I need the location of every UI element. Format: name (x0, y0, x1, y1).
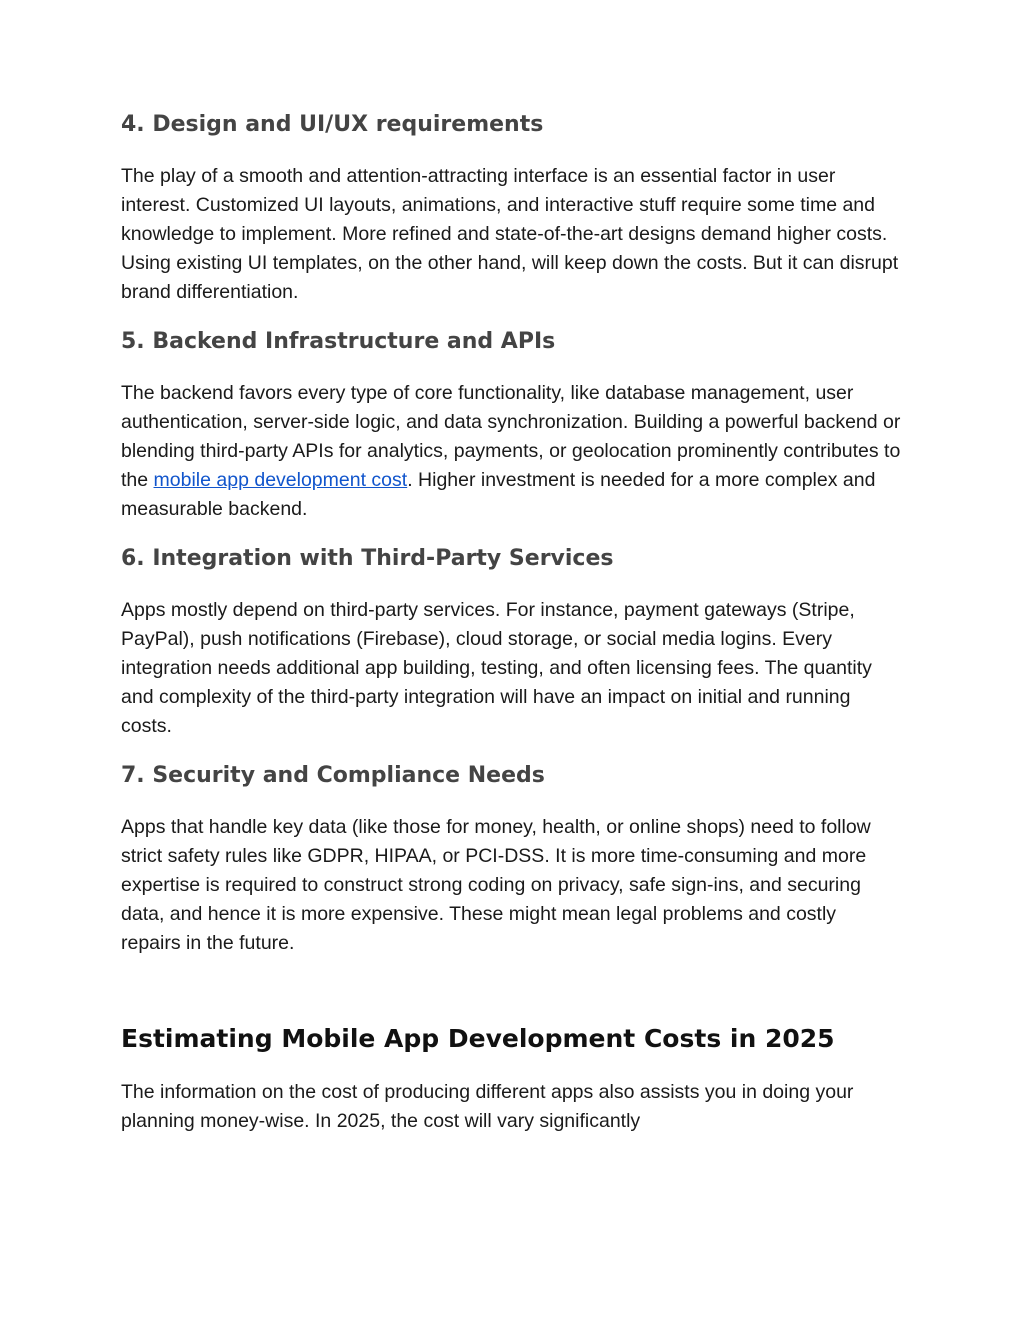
main-heading-estimating: Estimating Mobile App Development Costs in 2025 (121, 1024, 835, 1053)
section-heading-backend: 5. Backend Infrastructure and APIs (121, 329, 556, 354)
section-body-integration: Apps mostly depend on third-party services. For instance, payment gateways (Stripe, PayPal), push notifications (Firebase), cloud storage, or social media logins. Every integration needs additional app building, testing, and often licensing fees. The quantity and complexity of the third-party integration will have an impact on initial and running costs. (121, 599, 872, 737)
section-heading-security: 7. Security and Compliance Needs (121, 763, 545, 788)
section-body-security: Apps that handle key data (like those for money, health, or online shops) need to follow strict safety rules like GDPR, HIPAA, or PCI-DSS. It is more time-consuming and more expertise is required to construct strong coding on privacy, safe sign-ins, and securing data, and hence it is more expensive. These might mean legal problems and costly repairs in the future. (121, 816, 871, 954)
backend-text-after-link: . Higher investment is needed for a more complex and measurable backend. (121, 469, 876, 520)
section-heading-design: 4. Design and UI/UX requirements (121, 112, 544, 137)
section-heading-integration: 6. Integration with Third-Party Services (121, 546, 614, 571)
backend-text-before-link: The backend favors every type of core functionality, like database management, user authentication, server-side logic, and data synchronization. Building a powerful backend or blending third-party APIs for analytics, payments, or geolocation prominently contributes to the (121, 382, 901, 491)
document-page (121, 110, 901, 1156)
main-body-estimating: The information on the cost of producing different apps also assists you in doing your planning money-wise. In 2025, the cost will vary significantly (121, 1081, 854, 1132)
section-body-backend (121, 379, 901, 524)
section-body-design: The play of a smooth and attention-attracting interface is an essential factor in user interest. Customized UI layouts, animations, and interactive stuff require some time and knowledge to implement. More refined and state-of-the-art designs demand higher costs. Using existing UI templates, on the other hand, will keep down the costs. But it can disrupt brand differentiation. (121, 165, 899, 303)
mobile-app-cost-link[interactable]: mobile app development cost (153, 469, 408, 491)
